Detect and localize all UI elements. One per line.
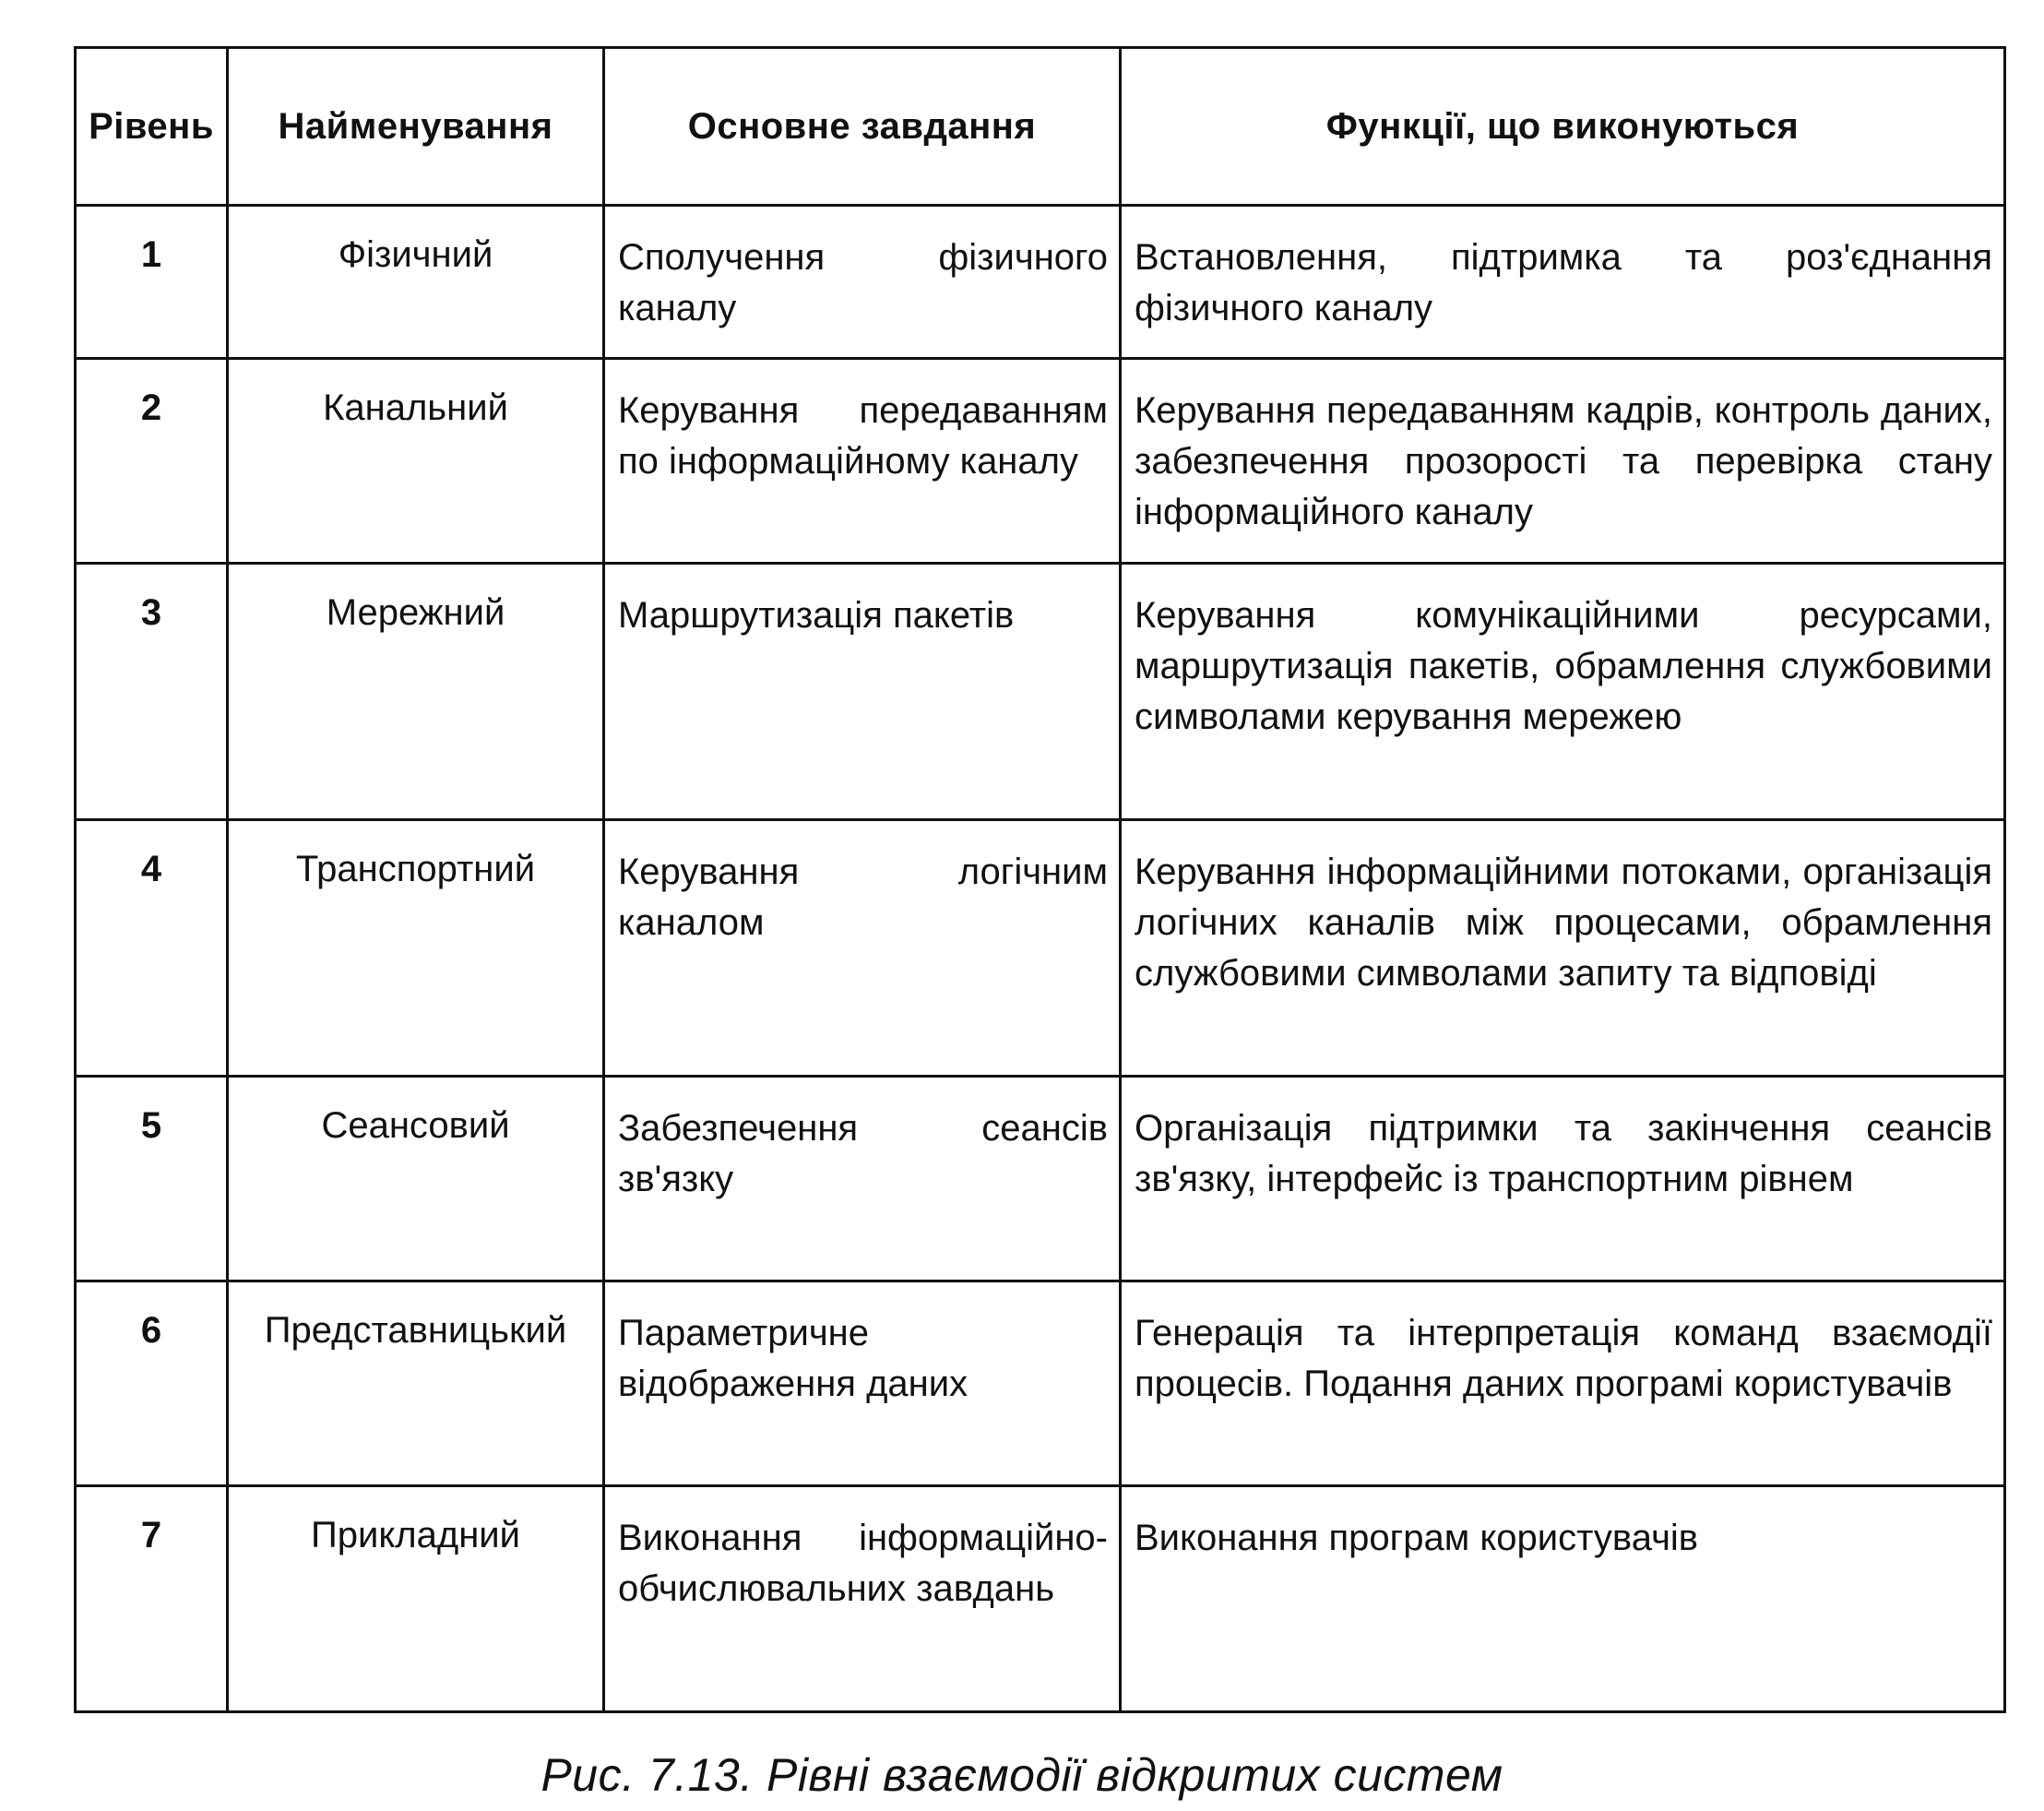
functions-cell xyxy=(1121,564,2005,820)
level-number: 3 xyxy=(140,592,162,633)
functions-cell xyxy=(1121,206,2005,359)
level-name: Мережний xyxy=(326,592,505,633)
functions-cell xyxy=(1121,1281,2005,1486)
table-header-row xyxy=(76,48,2005,206)
functions-cell xyxy=(1121,1486,2005,1712)
name-cell xyxy=(228,820,604,1077)
main-task-text: Керування передаванням по інформаційному каналу xyxy=(618,390,1108,482)
name-cell xyxy=(228,1281,604,1486)
functions-text: Керування передаванням кадрів, контроль даних, забезпечення прозорості та перевірка стану інформаційного каналу xyxy=(1135,390,1992,532)
level-name: Прикладний xyxy=(311,1515,520,1555)
level-name: Фізичний xyxy=(338,234,493,275)
header-level: Рівень xyxy=(76,48,228,206)
level-cell xyxy=(76,1486,228,1712)
table-row xyxy=(76,1281,2005,1486)
header-functions: Функції, що виконуються xyxy=(1121,48,2005,206)
table-row xyxy=(76,820,2005,1077)
name-cell xyxy=(228,359,604,564)
level-number: 4 xyxy=(140,849,162,889)
main-task-text: Забезпечення сеансів зв'язку xyxy=(618,1108,1108,1199)
level-name: Сеансовий xyxy=(321,1105,510,1146)
level-name: Транспортний xyxy=(295,849,536,889)
table-row xyxy=(76,1077,2005,1281)
name-cell xyxy=(228,206,604,359)
task-cell xyxy=(604,359,1121,564)
table-row xyxy=(76,359,2005,564)
task-cell xyxy=(604,820,1121,1077)
osi-levels-table xyxy=(74,46,2006,1713)
task-cell xyxy=(604,1486,1121,1712)
functions-cell xyxy=(1121,359,2005,564)
level-cell xyxy=(76,564,228,820)
level-cell xyxy=(76,820,228,1077)
main-task-text: Маршрутизація пакетів xyxy=(618,595,1015,636)
main-task-text: Параметричне відображення даних xyxy=(618,1313,969,1404)
main-task-text: Сполучення фізичного каналу xyxy=(618,237,1108,328)
task-cell xyxy=(604,564,1121,820)
functions-text: Керування комунікаційними ресурсами, маршрутизація пакетів, обрамлення службовими символами керування мережею xyxy=(1135,595,1992,737)
level-number: 7 xyxy=(140,1515,162,1555)
main-task-text: Виконання інформаційно-обчислювальних завдань xyxy=(618,1518,1108,1609)
level-number: 5 xyxy=(140,1105,162,1146)
level-name: Представницький xyxy=(264,1310,567,1351)
functions-text: Встановлення, підтримка та роз'єднання фізичного каналу xyxy=(1135,237,1992,328)
task-cell xyxy=(604,206,1121,359)
functions-text: Організація підтримки та закінчення сеансів зв'язку, інтерфейс із транспортним рівнем xyxy=(1135,1108,1992,1199)
name-cell xyxy=(228,1486,604,1712)
functions-cell xyxy=(1121,820,2005,1077)
name-cell xyxy=(228,1077,604,1281)
task-cell xyxy=(604,1281,1121,1486)
functions-text: Керування інформаційними потоками, організація логічних каналів між процесами, обрамлення службовими символами запиту та відповіді xyxy=(1135,852,1992,994)
table-row xyxy=(76,1486,2005,1712)
functions-text: Виконання програм користувачів xyxy=(1135,1518,1699,1558)
level-name: Канальний xyxy=(323,387,508,428)
functions-text: Генерація та інтерпретація команд взаємодії процесів. Подання даних програмі користувачів xyxy=(1135,1313,1992,1404)
functions-cell xyxy=(1121,1077,2005,1281)
level-cell xyxy=(76,1077,228,1281)
table-row xyxy=(76,564,2005,820)
level-number: 2 xyxy=(140,387,162,428)
task-cell xyxy=(604,1077,1121,1281)
main-task-text: Керування логічним каналом xyxy=(618,852,1108,943)
level-cell xyxy=(76,359,228,564)
level-number: 1 xyxy=(140,234,162,275)
figure-caption: Рис. 7.13. Рівні взаємодії відкритих систем xyxy=(541,1749,1503,1801)
level-cell xyxy=(76,1281,228,1486)
table-row xyxy=(76,206,2005,359)
level-number: 6 xyxy=(140,1310,162,1351)
header-name: Найменування xyxy=(228,48,604,206)
name-cell xyxy=(228,564,604,820)
level-cell xyxy=(76,206,228,359)
header-main-task: Основне завдання xyxy=(604,48,1121,206)
